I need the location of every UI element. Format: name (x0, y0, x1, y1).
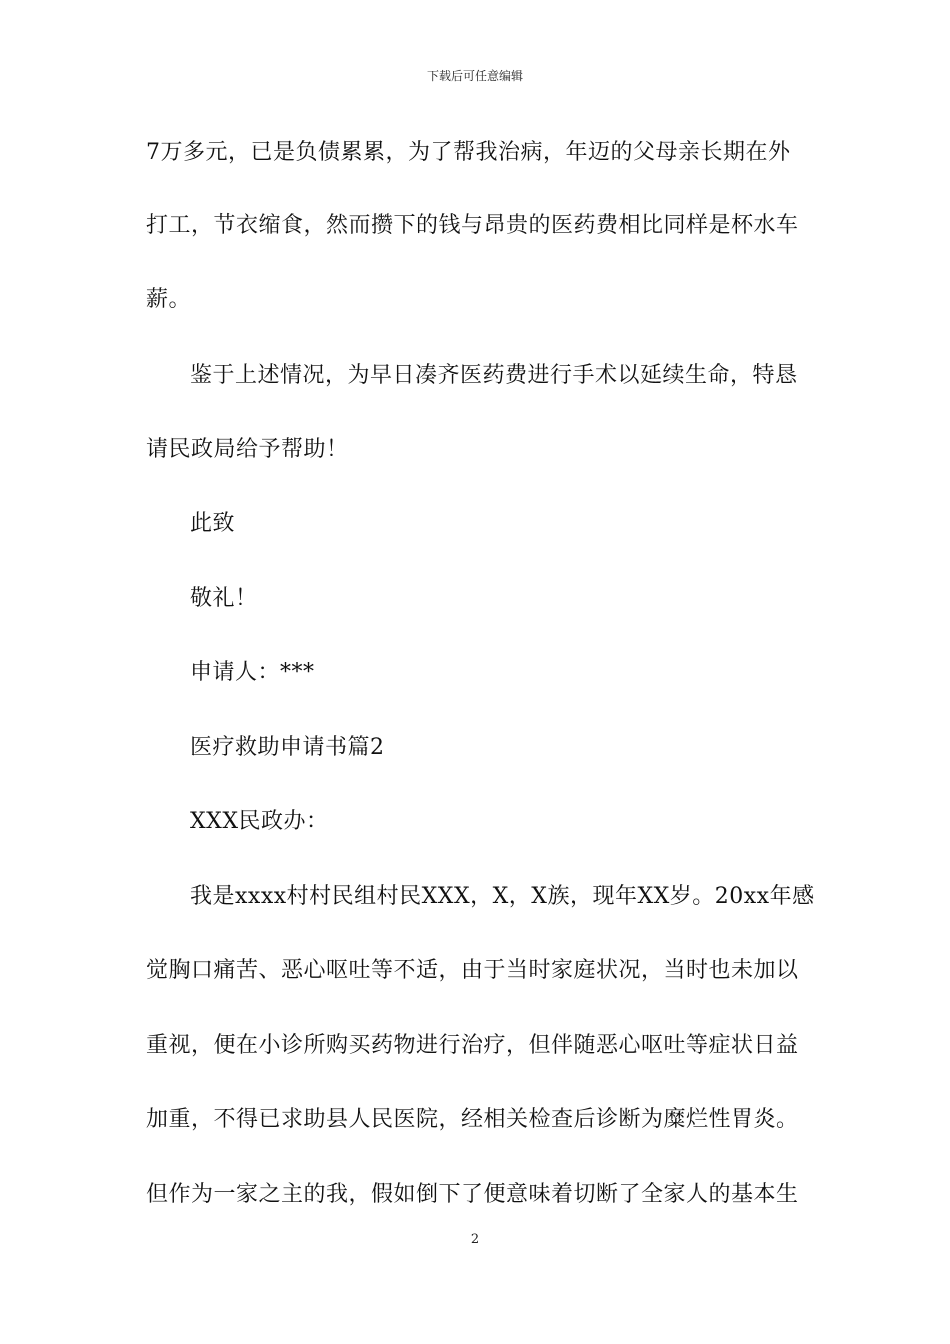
text-line: 申请人：*** (190, 660, 315, 685)
text-line: 敬礼！ (190, 586, 258, 611)
page-number: 2 (470, 1232, 480, 1247)
text-line: 加重，不得已求助县人民医院，经相关检查后诊断为糜烂性胃炎。 (146, 1107, 799, 1132)
text-line: 重视，便在小诊所购买药物进行治疗，但伴随恶心呕吐等症状日益 (146, 1033, 799, 1058)
section-heading: 医疗救助申请书篇2 (190, 735, 385, 760)
text-line: 7万多元，已是负债累累，为了帮我治病，年迈的父母亲长期在外 (146, 140, 791, 165)
text-line: 此致 (190, 511, 236, 536)
text-line: 请民政局给予帮助！ (146, 437, 349, 462)
text-line: 我是xxxx村村民组村民XXX，X，X族，现年XX岁。20xx年感 (190, 884, 815, 909)
text-line: 鉴于上述情况，为早日凑齐医药费进行手术以延续生命，特恳 (190, 363, 798, 388)
salutation: XXX民政办： (190, 809, 329, 834)
header-note: 下载后可任意编辑 (426, 69, 523, 83)
text-line: 打工，节衣缩食，然而攒下的钱与昂贵的医药费相比同样是杯水车 (146, 213, 799, 238)
text-line: 但作为一家之主的我，假如倒下了便意味着切断了全家人的基本生 (146, 1182, 799, 1207)
text-line: 薪。 (146, 287, 192, 312)
text-line: 觉胸口痛苦、恶心呕吐等不适，由于当时家庭状况，当时也未加以 (146, 958, 799, 983)
